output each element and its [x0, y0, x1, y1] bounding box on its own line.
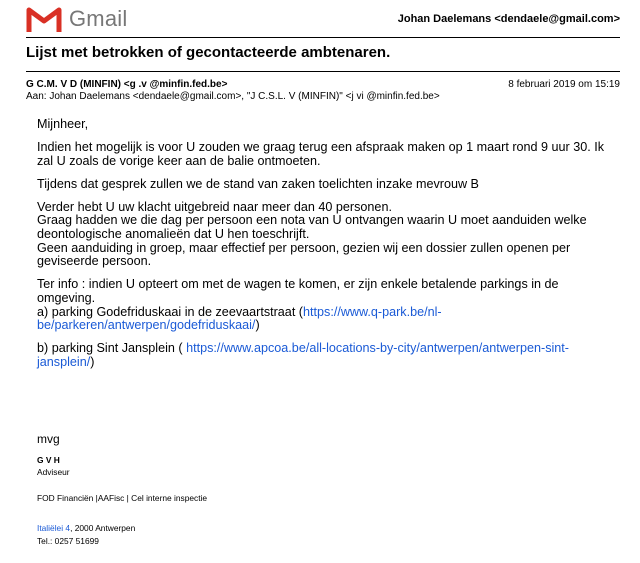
paragraph-complaint — [37, 201, 620, 269]
greeting: Mijnheer, — [37, 117, 89, 131]
parking-b-link[interactable]: https://www.apcoa.be/all-locations-by-city/antwerpen/antwerpen-sint-jansplein/ — [37, 341, 570, 369]
paragraph-parking-b — [37, 342, 620, 369]
signature-department: FOD Financiën |AAFisc | Cel interne inspectie — [37, 493, 208, 503]
complaint-line-2: Graag hadden we die dag per persoon een nota van U ontvangen waarin U moet aanduiden welke deontologische anomalieën dat U hen toeschrijft. — [37, 213, 587, 242]
paragraph-appointment: Indien het mogelijk is voor U zouden we graag terug een afspraak maken op 1 maart rond 9 uur 30. Ik zal U zoals de vorige keer aan de balie ontmoeten. — [37, 140, 605, 168]
sender-name: G C.M. V D (MINFIN) <g .v @minfin.fed.be> — [26, 79, 228, 90]
closing: mvg — [37, 432, 60, 446]
parking-a-link[interactable]: https://www.q-park.be/nl-be/parkeren/antwerpen/godefriduskaai/ — [37, 304, 442, 333]
account-address: Johan Daelemans <dendaele@gmail.com> — [397, 13, 620, 25]
parking-intro: Ter info : indien U opteert om met de wagen te komen, er zijn enkele betalende parkings in de omgeving. — [37, 277, 559, 305]
parking-a-prefix: a) parking Godefriduskaai in de zeevaartstraat ( — [37, 304, 304, 319]
email-subject: Lijst met betrokken of gecontacteerde ambtenaren. — [26, 44, 391, 61]
paragraph-status: Tijdens dat gesprek zullen we de stand van zaken toelichten inzake mevrouw B — [37, 176, 479, 191]
recipients-line: Aan: Johan Daelemans <dendaele@gmail.com>, "J C.S.L. V (MINFIN)" <j vi @minfin.fed.be> — [26, 91, 440, 102]
sender-line — [26, 79, 620, 91]
signature-role: Adviseur — [37, 467, 70, 477]
gmail-logo-icon — [26, 7, 62, 34]
complaint-line-1: Verder hebt U uw klacht uitgebreid naar meer dan 40 personen. — [37, 199, 392, 214]
signature-name: G V H — [37, 455, 60, 465]
signature-address — [37, 523, 135, 533]
parking-a-suffix: ) — [255, 318, 260, 333]
email-body — [37, 118, 620, 379]
address-link[interactable]: Italiëlei 4 — [37, 523, 71, 533]
paragraph-parking — [37, 278, 620, 332]
subject-divider — [26, 71, 620, 72]
header-divider — [26, 37, 620, 38]
address-rest: , 2000 Antwerpen — [70, 523, 136, 533]
gmail-header — [0, 0, 640, 40]
signature-phone: Tel.: 0257 51699 — [37, 536, 99, 546]
parking-b-prefix: b) parking Sint Jansplein ( — [37, 341, 187, 356]
gmail-wordmark: Gmail — [69, 6, 128, 31]
parking-b-suffix: ) — [90, 354, 95, 369]
complaint-line-3: Geen aanduiding in groep, maar effectief per persoon, gezien wij een dossier zullen openen per geviseerde persoon. — [37, 240, 571, 269]
email-date: 8 februari 2019 om 15:19 — [508, 79, 620, 90]
